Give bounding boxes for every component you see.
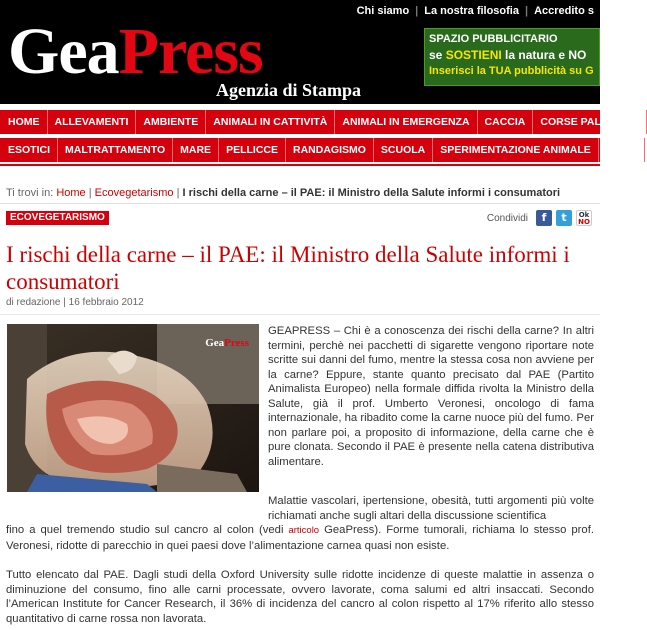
- banner-line-1: SPAZIO PUBBLICITARIO: [429, 33, 558, 45]
- breadcrumb-prefix: Ti trovi in:: [6, 187, 54, 199]
- twitter-icon[interactable]: t: [556, 210, 572, 226]
- nav-item-esotici[interactable]: ESOTICI: [0, 138, 58, 162]
- article-paragraph-1: GEAPRESS – Chi è a conoscenza dei rischi della carne? In altri termini, perchè nei pacchetti di sigarette vengono riportare note scritte sui danni del fumo, mentre la stessa cosa non avviene per la carne? Eppure, stante quanto precisato dal PAE (Partito Animalista Europeo) nella formale diffida rivolta la Ministro della Salute, già il prof. Umberto Veronesi, oncologo di fama internazionale, ha ribadito come la carne nuoce più del fumo. Per non parlare poi, a proposito di informazione, della carne che è pure clonata. Secondo il PAE è presente nella catena distributiva alimentare.: [268, 325, 594, 468]
- site-logo[interactable]: [8, 10, 388, 100]
- breadcrumb: Ti trovi in: Home | Ecovegetarismo | I rischi della carne – il PAE: il Ministro della Salute informi i consumatori: [6, 187, 561, 199]
- nav-item-maltrattamento[interactable]: MALTRATTAMENTO: [58, 138, 173, 162]
- nav-item-zoom[interactable]: ZOOM: [599, 138, 646, 162]
- logo-wordmark: [8, 14, 263, 90]
- nav-item-animali-cattivita[interactable]: ANIMALI IN CATTIVITÀ: [206, 110, 335, 134]
- logo-gea: Gea: [8, 15, 119, 88]
- article-paragraph-2b: fino a quel tremendo studio sul cancro al colon (vedi articolo GeaPress). Forme tumorali, richiama lo stesso prof. Veronesi, ridotte di parecchio in quei paesi dove l’alimentazione carnea quasi non esiste.: [6, 524, 594, 552]
- article-paragraph-3: Tutto elencato dal PAE. Dagli studi della Oxford University sulle ridotte incidenze di queste malattie in assenza o diminuzione del consumo, fino alle carni processate, ovvero lavorate, coma salumi ed altri insaccati. Secondo l’American Institute for Cancer Research, il 36% di incidenza del cancro al colon rispetto al 17% riferito allo stesso quantitativo di carne rossa non lavorata.: [6, 569, 594, 625]
- main-nav-row-1: [0, 110, 639, 134]
- nav-item-home[interactable]: HOME: [0, 110, 48, 134]
- nav-item-scuola[interactable]: SCUOLA: [374, 138, 433, 162]
- nav-item-animali-emergenza[interactable]: ANIMALI IN EMERGENZA: [335, 110, 477, 134]
- nav-item-caccia[interactable]: CACCIA: [478, 110, 534, 134]
- article-byline: di redazione | 16 febbraio 2012: [6, 297, 144, 308]
- banner-line-3: Inserisci la TUA pubblicità su G: [429, 65, 594, 77]
- nav-divider: [0, 164, 600, 166]
- banner-line-2: se SOSTIENI la natura e NO: [429, 48, 587, 62]
- main-nav-row-2: [0, 138, 638, 162]
- breadcrumb-current: I rischi della carne – il PAE: il Ministro della Salute informi i consumatori: [182, 187, 561, 199]
- nav-item-mare[interactable]: MARE: [173, 138, 219, 162]
- share-label: Condividi: [486, 212, 528, 224]
- nav-item-ambiente[interactable]: AMBIENTE: [136, 110, 206, 134]
- top-link-separator: |: [525, 5, 529, 17]
- logo-press: Press: [118, 15, 263, 88]
- divider: [0, 314, 600, 315]
- nav-item-sperimentazione[interactable]: SPERIMENTAZIONE ANIMALE: [433, 138, 599, 162]
- nav-item-pellicce[interactable]: PELLICCE: [219, 138, 286, 162]
- breadcrumb-home[interactable]: Home: [56, 187, 86, 199]
- facebook-icon[interactable]: f: [536, 210, 552, 226]
- share-bar: [487, 210, 592, 226]
- article-link[interactable]: articolo: [288, 525, 320, 536]
- divider: [0, 203, 600, 204]
- nav-item-allevamenti[interactable]: ALLEVAMENTI: [48, 110, 137, 134]
- article-image[interactable]: [7, 324, 259, 492]
- site-header: [0, 0, 600, 104]
- category-tag[interactable]: ECOVEGETARISMO: [6, 211, 109, 225]
- breadcrumb-category[interactable]: Ecovegetarismo: [94, 187, 174, 199]
- oknotizie-icon[interactable]: Ok NO: [576, 210, 592, 226]
- top-link-accredito[interactable]: Accredito s: [534, 5, 594, 17]
- article-paragraph-2a: Malattie vascolari, ipertensione, obesità, tutti argomenti più volte richiamati anche sugli altari della discussione scientifica: [268, 495, 594, 522]
- nav-item-corse-palii[interactable]: CORSE PALII E GIO: [533, 110, 646, 134]
- top-link-filosofia[interactable]: La nostra filosofia: [424, 5, 519, 17]
- article-title: I rischi della carne – il PAE: il Ministro della Salute informi i consumatori: [6, 242, 570, 294]
- top-link-chi-siamo[interactable]: Chi siamo: [356, 5, 410, 17]
- ad-banner[interactable]: [424, 28, 600, 86]
- nav-item-randagismo[interactable]: RANDAGISMO: [286, 138, 374, 162]
- top-link-separator: |: [415, 5, 419, 17]
- meat-bag-illustration: [7, 324, 259, 492]
- top-links: [351, 5, 600, 17]
- logo-subtitle: Agenzia di Stampa: [216, 80, 362, 100]
- image-watermark: GeaPress: [205, 337, 249, 349]
